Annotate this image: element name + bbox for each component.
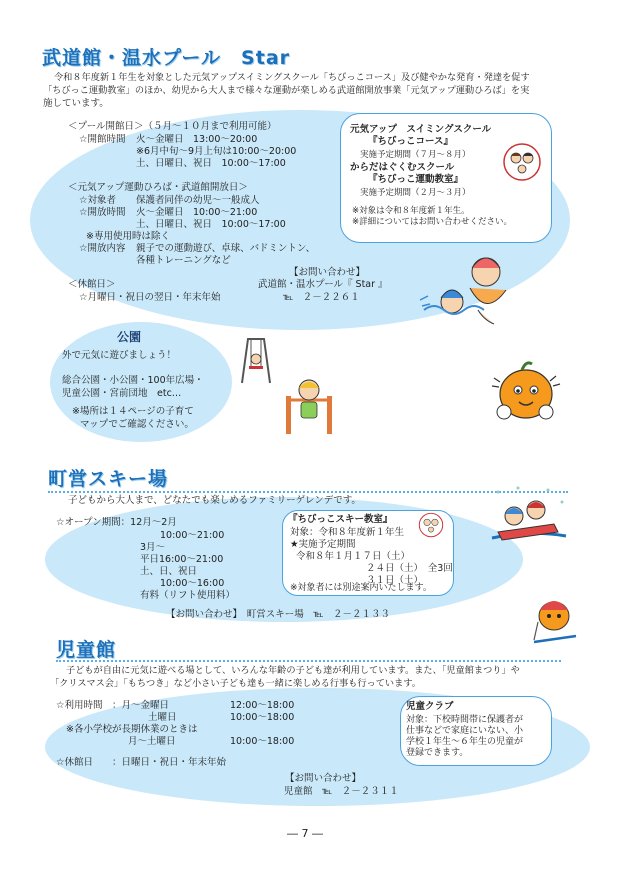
- budokan-intro-line2: 「ちびっこ運動教室」のほか、幼児から大人まで様々な運動が楽しめる武道館開放事業「元気アップ運動ひろば」を実: [43, 85, 530, 96]
- ski-bubble-title: 『ちびっこスキー教室』: [288, 514, 393, 525]
- park-line1: 外で元気に遊びましょう！: [62, 350, 177, 361]
- swim-line1: 元気アップ スイミングスクール: [350, 124, 492, 135]
- ski-hours-5: 10:00～16:00: [160, 578, 225, 589]
- content-1: 親子での運動遊び、卓球、バドミントン、: [136, 243, 316, 254]
- jidokan-title: 児童館: [56, 639, 117, 661]
- budokan-intro-line3: 施しています。: [43, 98, 109, 109]
- pool-hours-label: ☆開館時間: [79, 134, 126, 145]
- swim-line3: 実施予定期間（７月～８月）: [360, 150, 471, 160]
- swim-note2: ※詳細についてはお問い合わせください。: [352, 217, 512, 227]
- family-icon: [418, 512, 444, 538]
- jidokan-contact-label: 【お問い合わせ】: [285, 773, 362, 784]
- park-note2: マップでご確認ください。: [80, 419, 194, 430]
- jidokan-hours-3: 10:00～18:00: [230, 736, 295, 747]
- swim-note1: ※対象は令和８年度新１年生。: [352, 206, 470, 216]
- content-2: 各種トレーニングなど: [136, 255, 231, 266]
- pool-hours-2: ※6月中旬～9月上旬は10:00～20:00: [136, 146, 297, 157]
- jidokan-sat-label: 土曜日: [148, 712, 177, 723]
- park-title: 公園: [117, 330, 142, 344]
- pool-heading: ＜プール開館日＞（５月～１０月まで利用可能）: [68, 121, 277, 132]
- jidokan-closed: ☆休館日 ：日曜日・祝日・年末年始: [56, 757, 227, 768]
- budokan-contact-tel: ℡ ２－２２６１: [283, 292, 360, 303]
- swim-line5: 『ちびっこ運動教室』: [368, 174, 464, 185]
- ski-bubble-3: 令和８年１月１７日（土）: [296, 551, 411, 562]
- jidokan-contact-value: 児童館 ℡ ２－２３１１: [284, 786, 399, 797]
- jidokan-intro-2: 「クリスマス会」「もちつき」など小さい子ども達も一緒に楽しめる行事も行っています。: [50, 678, 421, 689]
- jidokan-hours-1: 12:00～18:00: [230, 700, 295, 711]
- budokan-contact-label: 【お問い合わせ】: [289, 267, 366, 278]
- club-line1: 対象：下校時間帯に保護者が: [406, 715, 524, 725]
- ski-hours-4: 土、日、祝日: [140, 566, 198, 577]
- exclusive-note: ※専用使用時は除く: [86, 231, 170, 242]
- park-line2: 総合公園・小公園・100年広場・: [62, 375, 204, 386]
- ski-bubble-6: ※対象者には別途案内いたします。: [290, 583, 432, 593]
- ski-bubble-1: 対象：令和８年度新１年生: [290, 527, 405, 538]
- ski-intro: 子どもから大人まで、どなたでも楽しめるファミリーゲレンデです。: [68, 495, 361, 506]
- jidokan-vacation-note: ※各小学校が長期休業のときは: [66, 724, 198, 735]
- swim-line4: からだはぐくむスクール: [350, 162, 455, 173]
- swim-line6: 実施予定期間（２月～３月）: [360, 188, 471, 198]
- mascot-icon: [486, 350, 566, 434]
- target-label: ☆対象者: [79, 195, 117, 206]
- open-label: ☆開放時間: [79, 207, 126, 218]
- club-line3: 学校１年生～６年生の児童が: [406, 737, 524, 747]
- budokan-intro-line1: 令和８年度新１年生を対象とした元気アップスイミングスクール「ちびっこコース」及び健やかな発育・発達を促す: [54, 72, 530, 83]
- pool-hours-3: 土、日曜日、祝日 10:00～17:00: [136, 158, 286, 169]
- club-line2: 仕事などで家庭にいない、小: [406, 726, 524, 736]
- swimming-children-icon: [418, 250, 514, 334]
- club-line4: 登録できます。: [406, 748, 469, 758]
- family-icon: [502, 142, 542, 182]
- park-line3: 児童公園・宮前団地 etc…: [62, 388, 182, 399]
- pool-hours-1: 火～金曜日 13:00～20:00: [136, 134, 258, 145]
- child-on-bars-icon: [282, 378, 338, 436]
- ski-hours-1: 10:00～21:00: [160, 530, 225, 541]
- park-note1: ※場所は１４ページの子育て: [72, 406, 194, 417]
- budokan-contact-name: 武道館・温水プール『 Star 』: [258, 279, 388, 290]
- ski-title: 町営スキー場: [48, 468, 169, 490]
- jidokan-vacation-days: 月～土曜日: [128, 736, 176, 747]
- jidokan-hours-2: 10:00～18:00: [230, 712, 295, 723]
- jidokan-title-rule: [56, 660, 561, 662]
- ski-bubble-2: ★実施予定期間: [290, 539, 356, 550]
- target-value: 保護者同伴の幼児～一般成人: [136, 195, 260, 206]
- closed-value: ☆月曜日・祝日の翌日・年末年始: [79, 292, 221, 303]
- ski-hours-6: 有料（リフト使用料）: [140, 590, 236, 601]
- swing-icon: [236, 335, 276, 385]
- swim-line2: 『ちびっこコース』: [368, 136, 454, 147]
- ski-hours-3: 平日16:00～21:00: [140, 554, 224, 565]
- ski-hours-2: 3月～: [140, 542, 166, 553]
- budokan-title: 武道館・温水プール Star: [42, 47, 291, 69]
- page-number: ― 7 ―: [287, 827, 323, 840]
- skiing-mascot-icon: [530, 592, 580, 648]
- ski-bubble-4: ２４日（土） 全3回: [366, 563, 453, 574]
- hiroba-heading: ＜元気アップ運動ひろば・武道館開放日＞: [68, 182, 248, 193]
- content-label: ☆開放内容: [79, 243, 126, 254]
- ski-open-label: ☆オープン期間：12月～2月: [56, 517, 177, 528]
- closed-heading: ＜休館日＞: [68, 279, 116, 290]
- sledding-children-icon: [488, 480, 570, 552]
- ski-bubble-5: ３１日（土）: [366, 575, 424, 586]
- ski-contact: 【お問い合わせ】 町営スキー場 ℡ ２－２１３３: [166, 609, 390, 620]
- open-hours-2: 土、日曜日、祝日 10:00～17:00: [136, 219, 286, 230]
- open-hours-1: 火～金曜日 10:00～21:00: [136, 207, 258, 218]
- club-title: 児童クラブ: [406, 701, 454, 712]
- jidokan-hours-label: ☆利用時間 ：月～金曜日: [56, 700, 170, 711]
- jidokan-intro-1: 子どもが自由に元気に遊べる場として、いろんな年齢の子ども達が利用しています。また、「児童館まつり」や: [66, 665, 520, 676]
